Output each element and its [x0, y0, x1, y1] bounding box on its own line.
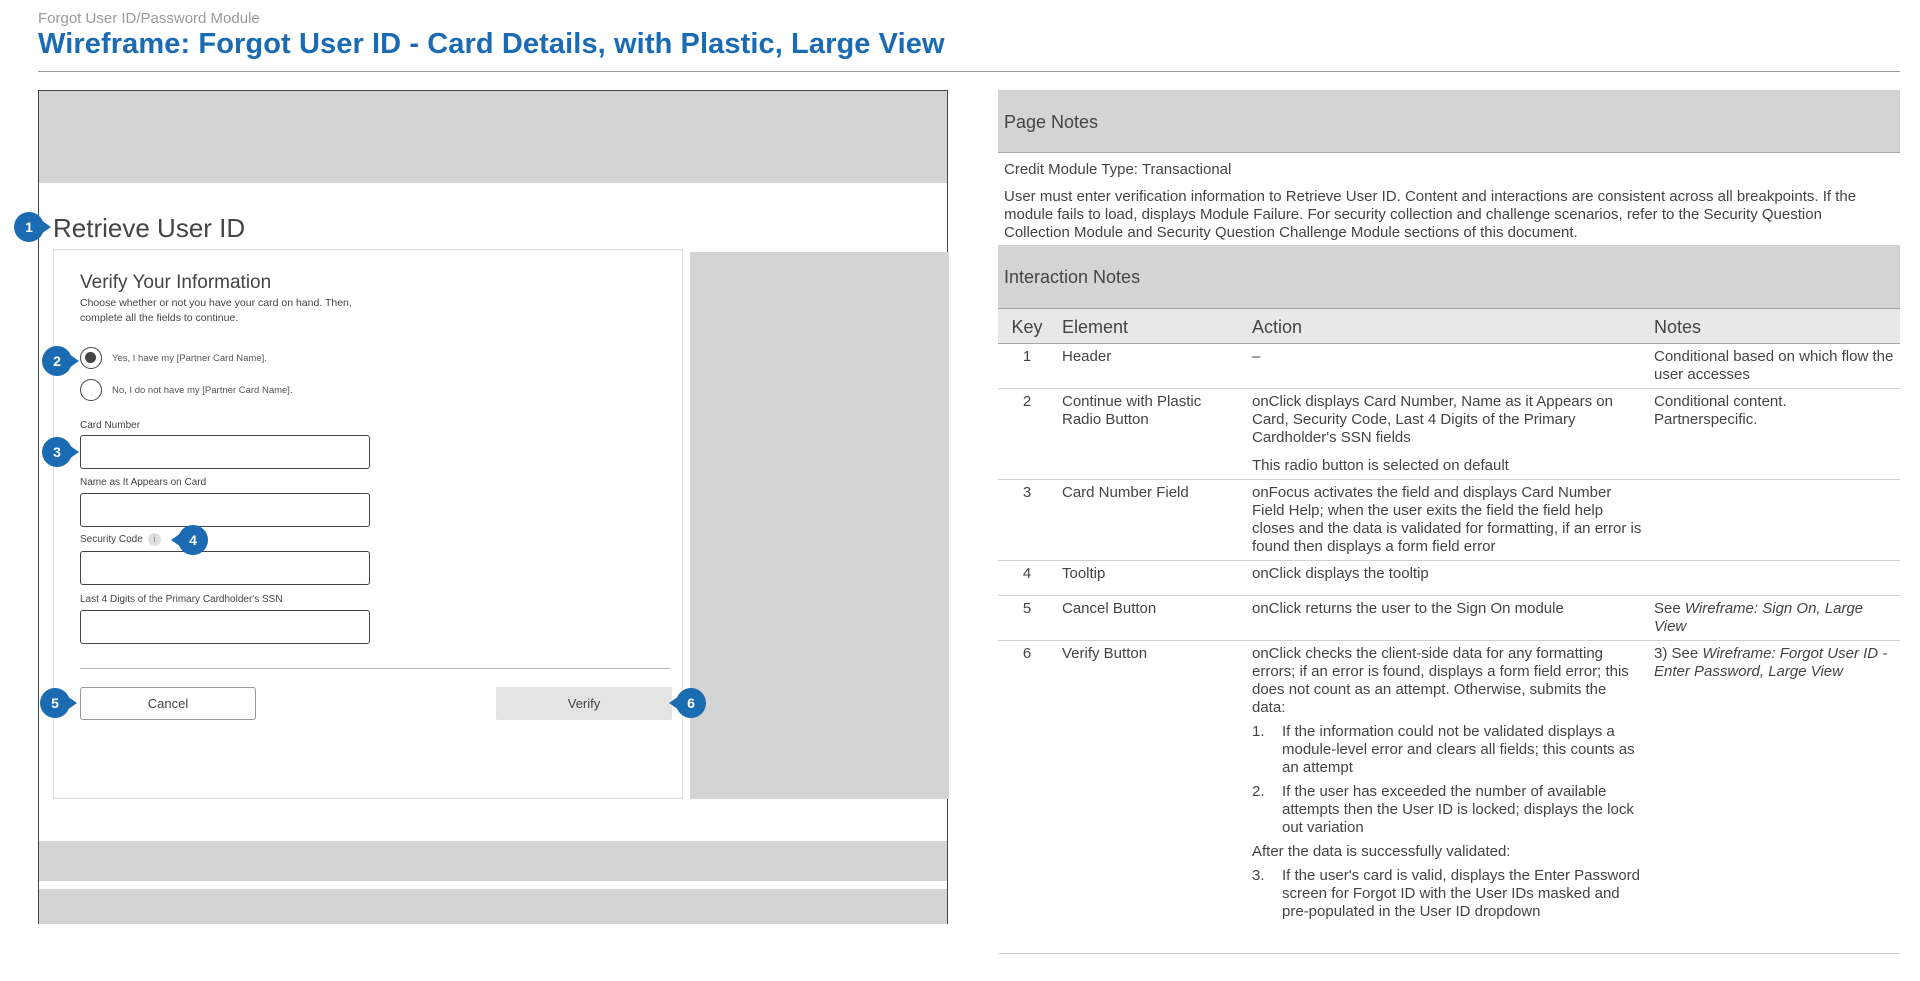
- row-action-extra: This radio button is selected on default: [1252, 457, 1509, 474]
- radio-option-no[interactable]: [80, 379, 293, 401]
- row-action-text: onClick displays Card Number, Name as it Appears on Card, Security Code, Last 4 Digits of the Primary Cardholder's SSN fields: [1252, 393, 1613, 446]
- radio-option-yes[interactable]: [80, 347, 267, 369]
- row-action: onClick returns the user to the Sign On module: [1246, 596, 1648, 641]
- verify-button[interactable]: Verify: [496, 687, 672, 720]
- annotation-badge-1: 1: [14, 212, 44, 242]
- row-notes: Conditional based on which flow the user accesses: [1648, 344, 1900, 389]
- ssn-input[interactable]: [80, 610, 370, 644]
- security-code-label-text: Security Code: [80, 534, 143, 546]
- title-divider: [38, 71, 1900, 72]
- annotation-badge-4: 4: [178, 525, 208, 555]
- table-row: [998, 344, 1900, 389]
- row-action-after-text: After the data is successfully validated:: [1252, 843, 1511, 860]
- annotation-badge-6: 6: [676, 688, 706, 718]
- ssn-label: Last 4 Digits of the Primary Cardholder's SSN: [80, 594, 283, 605]
- column-header-action: Action: [1246, 309, 1648, 344]
- table-row: [998, 561, 1900, 596]
- interaction-notes-table: [998, 309, 1900, 954]
- row-action: [1246, 389, 1648, 480]
- table-row: [998, 480, 1900, 561]
- row-action: onFocus activates the field and displays Card Number Field Help; when the user exits the field the field help closes and the data is validated for formatting, if an error is found then displays a form field error: [1246, 480, 1648, 561]
- row-action: onClick displays the tooltip: [1246, 561, 1648, 596]
- list-item-text: If the user has exceeded the number of available attempts then the User ID is locked; displays the lock out variation: [1282, 783, 1634, 836]
- cancel-button[interactable]: Cancel: [80, 687, 256, 720]
- radio-yes-button[interactable]: [80, 347, 102, 369]
- row-action: [1246, 641, 1648, 954]
- wireframe-footer-placeholder-2: [39, 889, 947, 924]
- notes-wireframe-reference: Wireframe: Sign On, Large View: [1654, 600, 1864, 635]
- row-action-text: onClick checks the client-side data for any formatting errors; if an error is found, displays a form field error; this does not count as an attempt. Otherwise, submits the data:: [1252, 645, 1629, 716]
- notes-wireframe-reference: Wireframe: Forgot User ID - Enter Password, Large View: [1654, 645, 1888, 680]
- card-title: Verify Your Information: [80, 272, 272, 293]
- row-key: 1: [998, 344, 1056, 389]
- row-element: Cancel Button: [1056, 596, 1246, 641]
- info-icon[interactable]: i: [148, 533, 161, 546]
- row-notes: [1648, 641, 1900, 954]
- card-subtitle: Choose whether or not you have your card on hand. Then, complete all the fields to continue.: [80, 297, 352, 324]
- table-header-row: [998, 309, 1900, 344]
- radio-no-button[interactable]: [80, 379, 102, 401]
- card-number-label: Card Number: [80, 420, 141, 431]
- row-action: –: [1246, 344, 1648, 389]
- name-on-card-input[interactable]: [80, 493, 370, 527]
- notes-panel: [998, 90, 1900, 954]
- page-notes-heading: Page Notes: [998, 90, 1900, 153]
- annotation-badge-5: 5: [40, 688, 70, 718]
- wireframe-header-placeholder: [39, 91, 947, 183]
- column-header-element: Element: [1056, 309, 1246, 344]
- row-notes: [1648, 480, 1900, 561]
- validation-list-2: [1252, 867, 1642, 921]
- wireframe-frame: [38, 90, 948, 924]
- row-key: 3: [998, 480, 1056, 561]
- notes-prefix: See: [1654, 600, 1685, 617]
- column-header-notes: Notes: [1648, 309, 1900, 344]
- list-item-text: If the information could not be validated displays a module-level error and clears all fields; this counts as an attempt: [1282, 723, 1635, 776]
- row-element: Card Number Field: [1056, 480, 1246, 561]
- column-header-key: Key: [998, 309, 1056, 344]
- list-item-text: If the user's card is valid, displays the Enter Password screen for Forgot ID with the User IDs masked and pre-populated in the User ID dropdown: [1282, 867, 1641, 920]
- annotation-badge-3: 3: [42, 437, 72, 467]
- name-on-card-label: Name as It Appears on Card: [80, 477, 207, 488]
- retrieve-user-id-heading: Retrieve User ID: [53, 213, 246, 243]
- wireframe-sidebar-placeholder: [690, 252, 949, 799]
- row-key: 2: [998, 389, 1056, 480]
- page-title: Wireframe: Forgot User ID - Card Details, with Plastic, Large View: [38, 28, 945, 60]
- verify-information-card: [53, 249, 683, 799]
- interaction-notes-heading: Interaction Notes: [998, 245, 1900, 309]
- module-type-note: Credit Module Type: Transactional: [1004, 161, 1232, 178]
- row-key: 5: [998, 596, 1056, 641]
- row-element: Header: [1056, 344, 1246, 389]
- list-item-number: 1.: [1252, 723, 1265, 740]
- radio-yes-label: Yes, I have my [Partner Card Name].: [112, 352, 267, 364]
- page-notes-description: User must enter verification information to Retrieve User ID. Content and interactions are consistent across all breakpoints. If the module fails to load, displays Module Failure. For security collection and challenge scenarios, refer to the Security Question Collection Module and Security Question Challenge Module sections of this document.: [1004, 188, 1857, 241]
- list-item: [1252, 867, 1642, 921]
- annotation-badge-2: 2: [42, 346, 72, 376]
- row-key: 4: [998, 561, 1056, 596]
- security-code-input[interactable]: [80, 551, 370, 585]
- card-divider: [80, 668, 670, 669]
- list-item: [1252, 723, 1642, 777]
- row-element: Tooltip: [1056, 561, 1246, 596]
- table-row: [998, 641, 1900, 954]
- row-element: Continue with Plastic Radio Button: [1056, 389, 1246, 480]
- radio-no-label: No, I do not have my [Partner Card Name].: [112, 384, 293, 396]
- row-key: 6: [998, 641, 1056, 954]
- row-notes: Conditional content. Partnerspecific.: [1648, 389, 1900, 480]
- row-notes: [1648, 561, 1900, 596]
- list-item-number: 2.: [1252, 783, 1265, 800]
- notes-prefix: 3) See: [1654, 645, 1703, 662]
- list-item: [1252, 783, 1642, 837]
- row-element: Verify Button: [1056, 641, 1246, 954]
- card-number-input[interactable]: [80, 435, 370, 469]
- table-row: [998, 596, 1900, 641]
- security-code-label: [80, 533, 161, 546]
- list-item-number: 3.: [1252, 867, 1265, 884]
- table-row: [998, 389, 1900, 480]
- row-notes: [1648, 596, 1900, 641]
- module-label: Forgot User ID/Password Module: [38, 10, 260, 27]
- wireframe-footer-placeholder: [39, 841, 947, 881]
- validation-list: [1252, 723, 1642, 837]
